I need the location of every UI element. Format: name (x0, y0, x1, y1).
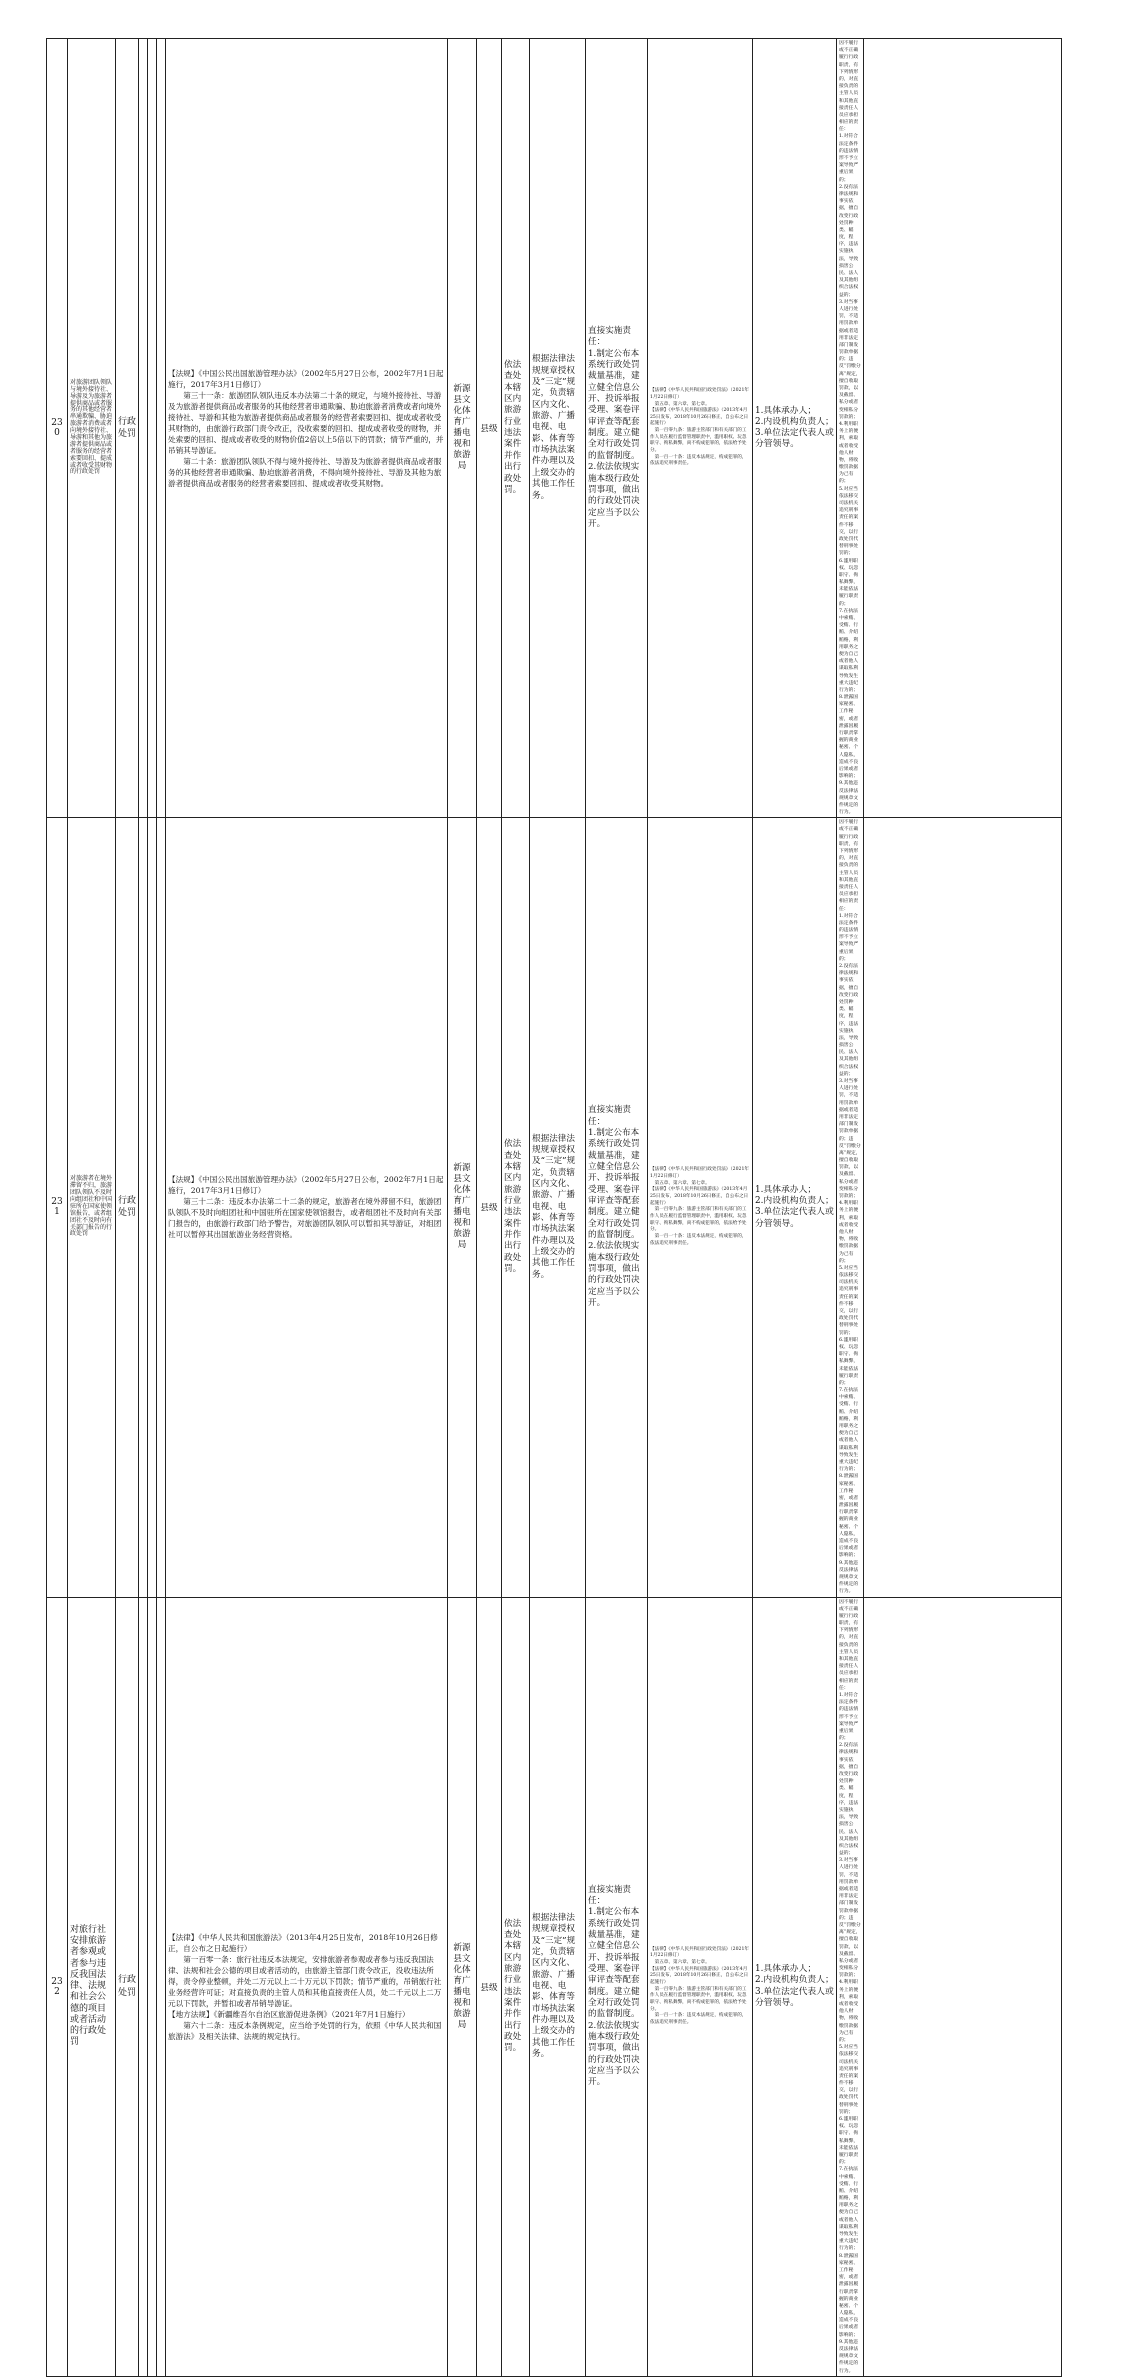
implementing-department (448, 39, 477, 818)
legal-basis-paragraph: 第二十条：旅游团队领队不得与境外接待社、导游及为旅游者提供商品或者服务的其他经营者串通欺骗、胁迫旅游者消费，不得向境外接待社、导游及其他为旅游者提供商品或者服务的经营者索要回扣、提成或者收受其财物。 (168, 456, 442, 488)
item-name (68, 1597, 116, 2376)
accountability-law (648, 818, 753, 1597)
internal-duties-text: 根据法律法规规章授权及“三定”规定，负责辖区内文化、旅游、广播电视、电影、体育等市场执法案件办理以及上级交办的其他工作任务。 (532, 354, 576, 501)
item-name-text: 对旅游团队领队与境外接待社、导游及为旅游者提供商品或者服务的其他经营者串通欺骗、胁迫旅游者消费或者向境外接待社、导游和其他为旅游者提供商品或者服务的经营者索要回扣、提成或者收受其财物的行政处罚 (70, 378, 113, 476)
direct-responsibility (586, 818, 648, 1597)
accountability-law-paragraph: 第五章、第六章、第七章。 (654, 401, 710, 407)
accountability-cases (837, 39, 864, 818)
item-type-text: 行政处罚 (118, 416, 137, 440)
table-row (47, 818, 1082, 1597)
accountability-cases-paragraph: 因不履行或不正确履行行政职责，有下列情形的，对直接负责的主管人员和其他直接责任人员应承担相应的责任： (839, 41, 859, 133)
accountability-law-paragraph: 第一百零九条：旅游主管部门和有关部门的工作人员在履行监督管理职责中，滥用职权、玩忽职守、徇私舞弊，尚不构成犯罪的，依法给予处分。 (650, 1207, 747, 1233)
empty-cell (139, 1597, 148, 2376)
implementing-department (448, 1597, 477, 2376)
accountability-cases-paragraph: 5.对应当依法移交司法机关追究刑事责任的案件不移交，以行政处罚代替刑事处罚的； (839, 486, 859, 557)
administrative-level (477, 39, 502, 818)
accountability-law-paragraph: 【法律】《中华人民共和国行政处罚法》（2021年1月22日修订） (650, 1167, 749, 1180)
internal-duties-text: 根据法律法规规章授权及“三定”规定，负责辖区内文化、旅游、广播电视、电影、体育等市场执法案件办理以及上级交办的其他工作任务。 (532, 1912, 576, 2060)
accountability-cases-paragraph: 6.滥用职权、玩忽职守、徇私舞弊，未能依法履行职责的； (839, 558, 859, 607)
legal-basis-paragraph: 第一百零一条：旅行社违反本法规定，安排旅游者参观或者参与违反我国法律、法规和社会公德的项目或者活动的，由旅游主管部门责令改正，没收违法所得，责令停业整顿，并处二万元以上二十万元以下罚款；情节严重的，吊销旅行社业务经营许可证；对直接负责的主管人员和其他直接责任人员，处二千元以上二万元以下罚款，并暂扣或者吊销导游证。 (168, 1954, 442, 2008)
item-name-text: 对旅行社安排旅游者参观或者参与违反我国法律、法规和社会公德的项目或者活动的行政处罚 (70, 1924, 107, 2048)
empty-cell (148, 1597, 157, 2376)
accountability-cases-paragraph: 7.在执法中索贿、受贿、行贿、介绍贿赂，利用职务之便为自己或者他人谋取私利导致发生重大违纪行为的； (839, 2167, 859, 2252)
legal-basis (166, 1597, 448, 2376)
row-number-text: 232 (51, 1976, 63, 1997)
direct-responsibility-text: 直接实施责任： 1.制定公布本系统行政处罚裁量基准，建立健全信息公开、投诉举报受理、案卷评审评查等配套制度。建立健全对行政处罚的监督制度。 2.依法依规实施本级行政处罚事项，做出的行政处罚决定应当予以公开。 (588, 326, 640, 529)
administrative-level-text: 县级 (480, 1982, 498, 1993)
accountability-law-paragraph: 【法律】《中华人民共和国旅游法》（2013年4月25日发布，2018年10月26日修正，自公布之日起施行） (650, 1187, 749, 1206)
internal-duties (530, 39, 586, 818)
item-name (68, 818, 116, 1597)
legal-basis-paragraph: 【法规】《中国公民出国旅游管理办法》（2002年5月27日公布，2002年7月1日起施行，2017年3月1日修订） (168, 1175, 444, 1196)
accountability-law-paragraph: 【法律】《中华人民共和国旅游法》（2013年4月25日发布，2018年10月26日修正，自公布之日起施行） (650, 1966, 749, 1985)
empty-cell (139, 818, 148, 1597)
direct-responsibility (586, 39, 648, 818)
legal-basis-paragraph: 【地方法规】《新疆维吾尔自治区旅游促进条例》（2021年7月1日施行） (168, 2009, 410, 2019)
item-type-text: 行政处罚 (118, 1975, 137, 1998)
accountability-cases-paragraph: 3.对当事人进行处罚，不适用罚款单据或者适用非法定部门制发罚款单据的；违反“罚缴分离”规定，擅自收取罚款，以及截留、私分或者变相私分罚款的； (839, 1858, 861, 1979)
empty-cell (148, 39, 157, 818)
accountability-cases-paragraph: 5.对应当依法移交司法机关追究刑事责任的案件不移交，以行政处罚代替刑事处罚的； (839, 2045, 859, 2115)
empty-cell (139, 39, 148, 818)
responsible-subject-text: 1.具体承办人； 2.内设机构负责人； 3.单位法定代表人或分管领导。 (755, 1964, 834, 2008)
accountability-law-paragraph: 【法律】《中华人民共和国行政处罚法》（2021年1月22日修订） (650, 388, 749, 400)
accountability-cases (837, 818, 864, 1597)
empty-cell (157, 1597, 166, 2376)
legal-basis-paragraph: 第三十一条：旅游团队领队违反本办法第二十条的规定，与境外接待社、导游及为旅游者提供商品或者服务的其他经营者串通欺骗、胁迫旅游者消费或者向境外接待社、导游和其他为旅游者提供商品或者服务的经营者索要回扣、提成或者收受其财物的，由旅游行政部门责令改正，没收索要的回扣、提成或者收受的财物，并处索要的回扣、提成或者收受的财物价值2倍以上5倍以下的罚款；情节严重的，并吊销其导游证。 (168, 390, 444, 455)
accountability-cases-paragraph: 7.在执法中索贿、受贿、行贿、介绍贿赂，利用职务之便为自己或者他人谋取私利导致发生重大违纪行为的； (839, 608, 859, 693)
responsible-subject-text: 1.具体承办人； 2.内设机构负责人； 3.单位法定代表人或分管领导。 (755, 1184, 834, 1229)
empty-cell (864, 39, 1062, 818)
accountability-law-paragraph: 【法律】《中华人民共和国旅游法》（2013年4月25日发布，2018年10月26日修正，自公布之日起施行） (650, 408, 749, 427)
accountability-cases-paragraph: 因不履行或不正确履行行政职责，有下列情形的，对直接负责的主管人员和其他直接责任人员应承担相应的责任： (839, 820, 859, 912)
accountability-law (648, 1597, 753, 2376)
accountability-law-paragraph: 第一百零九条：旅游主管部门和有关部门的工作人员在履行监督管理职责中，滥用职权、玩忽职守、徇私舞弊，尚不构成犯罪的，依法给予处分。 (650, 428, 747, 454)
table-row (47, 1597, 1082, 2376)
accountability-law-paragraph: 第五章、第六章、第七章。 (654, 1180, 710, 1186)
accountability-law (648, 39, 753, 818)
responsibility-matter-text: 依法查处本辖区内旅游行业违法案件并作出行政处罚。 (504, 1918, 522, 2054)
administrative-level (477, 818, 502, 1597)
implementing-department (448, 818, 477, 1597)
accountability-law-paragraph: 第五章、第六章、第七章。 (654, 1960, 710, 1965)
item-type (116, 39, 139, 818)
accountability-cases-paragraph: 3.对当事人进行处罚，不适用罚款单据或者适用非法定部门制发罚款单据的；违反“罚缴分离”规定，擅自收取罚款，以及截留、私分或者变相私分罚款的； (839, 299, 861, 420)
legal-basis-paragraph: 【法规】《中国公民出国旅游管理办法》（2002年5月27日公布，2002年7月1日起施行，2017年3月1日修订） (168, 368, 444, 389)
accountability-cases-paragraph: 4.利用职务上的便利，索取或者收受他人财物，将收缴罚款据为己有的； (839, 1201, 859, 1264)
accountability-cases-paragraph: 7.在执法中索贿、受贿、行贿、介绍贿赂，利用职务之便为自己或者他人谋取私利导致发生重大违纪行为的； (839, 1388, 859, 1473)
accountability-cases-paragraph: 2.没有法律法规和事实依据，擅自改变行政处罚种类、幅度，程序，违法实施执法，导致损害公民、法人及其他组织合法权益的； (839, 964, 859, 1077)
responsible-subject (753, 818, 837, 1597)
item-name-text: 对旅游者在境外滞留不归，旅游团队领队不及时向组团社和中国驻所在国家使领馆报告，或者组团社不及时向有关部门报告的行政处罚 (70, 1175, 113, 1238)
accountability-cases-paragraph: 9.其他违反法律法规规章文件规定的行为。 (839, 781, 859, 816)
row-number (47, 818, 68, 1597)
implementing-department-text: 新源县文化体育广播电视和旅游局 (453, 384, 471, 472)
accountability-cases-paragraph: 9.其他违反法律法规规章文件规定的行为。 (839, 2339, 859, 2374)
accountability-cases-paragraph: 3.对当事人进行处罚，不适用罚款单据或者适用非法定部门制发罚款单据的；违反“罚缴分离”规定，擅自收取罚款，以及截留、私分或者变相私分罚款的； (839, 1079, 861, 1199)
accountability-cases-paragraph: 9.其他违反法律法规规章文件规定的行为。 (839, 1560, 859, 1595)
accountability-law-paragraph: 第一百一十条：违反本法规定，构成犯罪的，依法追究刑事责任。 (650, 1234, 747, 1246)
accountability-cases-paragraph: 1.对符合法定条件的违法情形不予立案导致严重后果的； (839, 913, 859, 962)
accountability-cases-paragraph: 8.泄露国家秘密、工作秘密，或者泄露因履行职责掌握的商业秘密、个人隐私，造成不良后果或者影响的； (839, 2253, 859, 2338)
row-number-text: 230 (51, 418, 63, 439)
accountability-cases-paragraph: 6.滥用职权、玩忽职守、徇私舞弊，未能依法履行职责的； (839, 1337, 859, 1386)
accountability-cases-paragraph: 1.对符合法定条件的违法情形不予立案导致严重后果的； (839, 1692, 859, 1742)
accountability-cases (837, 1597, 864, 2376)
accountability-cases-paragraph: 2.没有法律法规和事实依据，擅自改变行政处罚种类、幅度，程序，违法实施执法，导致损害公民、法人及其他组织合法权益的； (839, 184, 859, 298)
legal-basis-paragraph: 第六十二条：违反本条例规定，应当给予处罚的行为，依照《中华人民共和国旅游法》及相关法律、法规的规定执行。 (168, 2020, 442, 2041)
accountability-cases-paragraph: 6.滥用职权、玩忽职守、徇私舞弊，未能依法履行职责的； (839, 2117, 859, 2166)
responsible-subject (753, 39, 837, 818)
responsibility-matter (502, 1597, 530, 2376)
legal-basis (166, 818, 448, 1597)
empty-cell (157, 818, 166, 1597)
accountability-law-paragraph: 第一百一十条：违反本法规定，构成犯罪的，依法追究刑事责任。 (650, 454, 747, 467)
responsible-subject (753, 1597, 837, 2376)
accountability-law-paragraph: 【法律】《中华人民共和国行政处罚法》（2021年1月22日修订） (650, 1946, 749, 1959)
internal-duties (530, 1597, 586, 2376)
implementing-department-text: 新源县文化体育广播电视和旅游局 (453, 1163, 471, 1251)
responsibility-matter-text: 依法查处本辖区内旅游行业违法案件并作出行政处罚。 (504, 1139, 522, 1275)
internal-duties (530, 818, 586, 1597)
accountability-cases-paragraph: 2.没有法律法规和事实依据，擅自改变行政处罚种类、幅度，程序，违法实施执法，导致损害公民、法人及其他组织合法权益的； (839, 1743, 859, 1857)
legal-basis-paragraph: 【法律】《中华人民共和国旅游法》（2013年4月25日发布，2018年10月26日修正，自公布之日起施行） (168, 1932, 438, 1953)
accountability-cases-paragraph: 8.泄露国家秘密、工作秘密，或者泄露因履行职责掌握的商业秘密、个人隐私，造成不良后果或者影响的； (839, 1474, 859, 1559)
accountability-cases-paragraph: 1.对符合法定条件的违法情形不予立案导致严重后果的； (839, 134, 859, 183)
responsibility-matter (502, 39, 530, 818)
accountability-law-paragraph: 第一百一十条：违反本法规定，构成犯罪的，依法追究刑事责任。 (650, 2013, 747, 2025)
empty-cell (148, 818, 157, 1597)
empty-cell (864, 818, 1062, 1597)
row-number-text: 231 (51, 1197, 63, 1218)
item-type-text: 行政处罚 (118, 1195, 137, 1219)
direct-responsibility (586, 1597, 648, 2376)
accountability-cases-paragraph: 4.利用职务上的便利，索取或者收受他人财物，将收缴罚款据为己有的； (839, 421, 859, 485)
table-row (47, 39, 1082, 818)
direct-responsibility-text: 直接实施责任： 1.制定公布本系统行政处罚裁量基准，建立健全信息公开、投诉举报受理、案卷评审评查等配套制度。建立健全对行政处罚的监督制度。 2.依法依规实施本级行政处罚事项，做出的行政处罚决定应当予以公开。 (588, 1105, 640, 1309)
empty-cell (157, 39, 166, 818)
item-type (116, 1597, 139, 2376)
row-number (47, 39, 68, 818)
item-type (116, 818, 139, 1597)
accountability-cases-paragraph: 4.利用职务上的便利，索取或者收受他人财物，将收缴罚款据为己有的； (839, 1980, 859, 2043)
accountability-cases-paragraph: 因不履行或不正确履行行政职责，有下列情形的，对直接负责的主管人员和其他直接责任人员应承担相应的责任： (839, 1599, 859, 1691)
accountability-law-paragraph: 第一百零九条：旅游主管部门和有关部门的工作人员在履行监督管理职责中，滥用职权、玩忽职守、徇私舞弊，尚不构成犯罪的，依法给予处分。 (650, 1986, 747, 2012)
responsibility-matter (502, 818, 530, 1597)
row-number (47, 1597, 68, 2376)
item-name (68, 39, 116, 818)
direct-responsibility-text: 直接实施责任： 1.制定公布本系统行政处罚裁量基准，建立健全信息公开、投诉举报受理、案卷评审评查等配套制度。建立健全对行政处罚的监督制度。 2.依法依规实施本级行政处罚事项，做出的行政处罚决定应当予以公开。 (588, 1884, 640, 2088)
implementing-department-text: 新源县文化体育广播电视和旅游局 (453, 1942, 471, 2030)
administrative-level-text: 县级 (480, 424, 498, 435)
empty-cell (864, 1597, 1062, 2376)
administrative-level (477, 1597, 502, 2376)
legal-basis-paragraph: 第三十二条：违反本办法第二十二条的规定，旅游者在境外滞留不归，旅游团队领队不及时向组团社和中国驻所在国家使领馆报告，或者组团社不及时向有关部门报告的，由旅游行政部门给予警告，对旅游团队领队可以暂扣其导游证，对组团社可以暂停其出国旅游业务经营资格。 (168, 1197, 442, 1240)
internal-duties-text: 根据法律法规规章授权及“三定”规定，负责辖区内文化、旅游、广播电视、电影、体育等市场执法案件办理以及上级交办的其他工作任务。 (532, 1133, 576, 1280)
accountability-cases-paragraph: 8.泄露国家秘密、工作秘密，或者泄露因履行职责掌握的商业秘密、个人隐私，造成不良后果或者影响的； (839, 695, 859, 780)
responsibility-matter-text: 依法查处本辖区内旅游行业违法案件并作出行政处罚。 (504, 360, 522, 495)
administrative-level-text: 县级 (480, 1203, 498, 1214)
legal-basis (166, 39, 448, 818)
responsible-subject-text: 1.具体承办人； 2.内设机构负责人； 3.单位法定代表人或分管领导。 (755, 405, 834, 450)
responsibility-table (46, 38, 1082, 2377)
accountability-cases-paragraph: 5.对应当依法移交司法机关追究刑事责任的案件不移交，以行政处罚代替刑事处罚的； (839, 1265, 859, 1336)
